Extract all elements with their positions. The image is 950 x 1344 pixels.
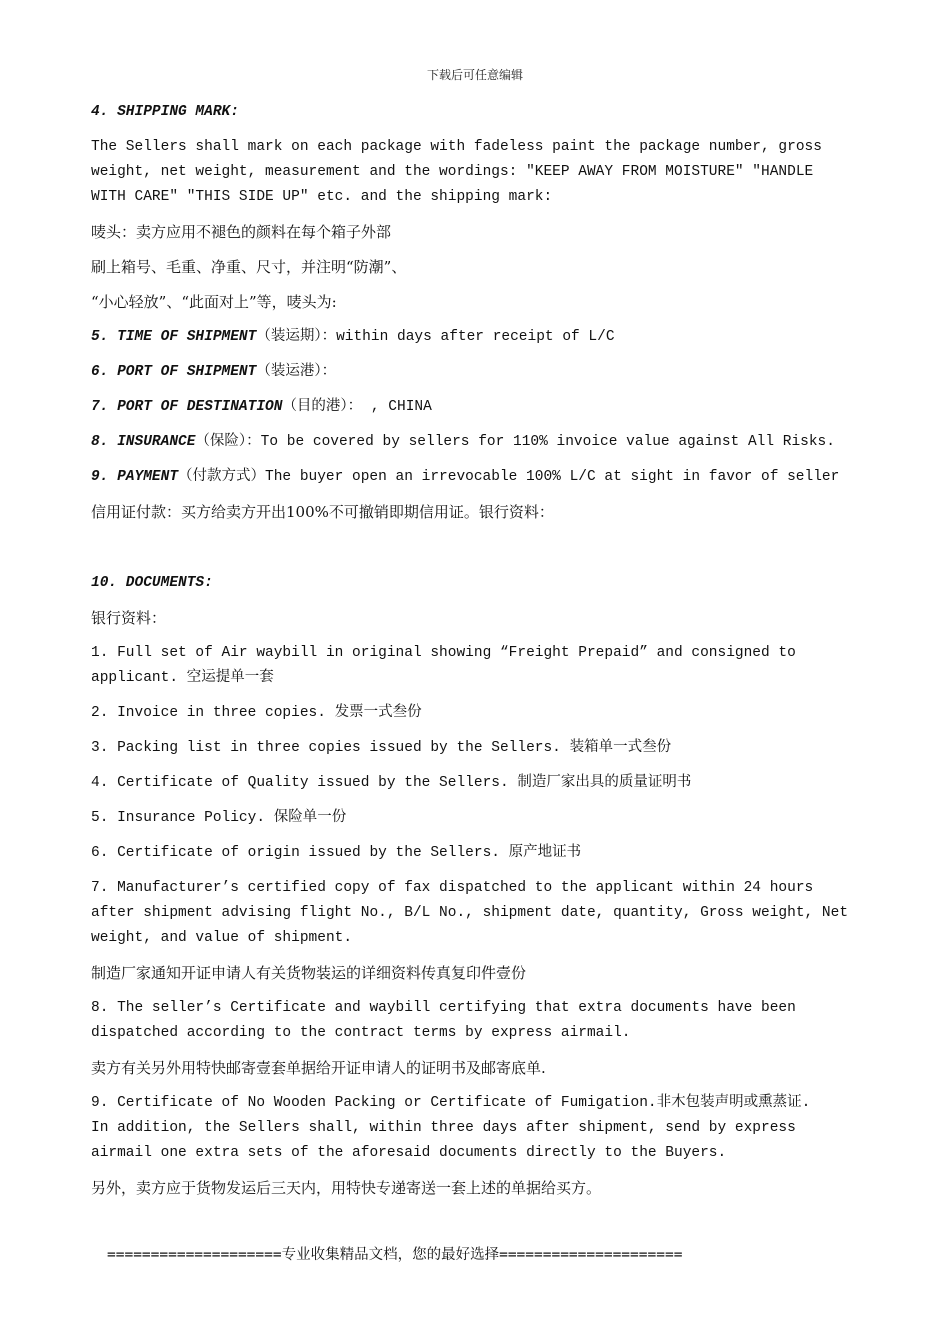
document-item-7-chinese: 制造厂家通知开证申请人有关货物装运的详细资料传真复印件壹份 [91,964,527,982]
document-item-2: 2. Invoice in three copies. 发票一式叁份 [91,705,422,721]
spacer [91,535,851,571]
section-8-text: （保险）：To be covered by sellers for 110% invoice value against All Risks. [195,434,835,450]
document-body [91,100,851,1211]
addition-chinese: 另外，卖方应于货物发运后三天内，用特快专递寄送一套上述的单据给买方。 [91,1179,602,1197]
section-4-heading: 4. SHIPPING MARK: [91,104,239,120]
section-6-heading: 6. PORT OF SHIPMENT [91,364,257,380]
section-6 [91,360,851,385]
document-item-7: 7. Manufacturer’s certified copy of fax dispatched to the applicant within 24 hours after shipment advising flight No., B/L No., shipment date, quantity, Gross weight, Net weight, and value of shipment. [91,880,849,946]
section-4-english: The Sellers shall mark on each package with fadeless paint the package number, gross weight, net weight, measurement and the wordings: "KEEP AWAY FROM MOISTURE" "HANDLE WITH CARE" "THIS SIDE UP" etc. and the shipping mark: [91,139,822,205]
page-footer: ====================专业收集精品文档，您的最好选择===================== [107,1247,683,1263]
section-10-chinese: 银行资料： [91,609,167,627]
document-item-6: 6. Certificate of origin issued by the Sellers. 原产地证书 [91,845,582,861]
document-item-4: 4. Certificate of Quality issued by the Sellers. 制造厂家出具的质量证明书 [91,775,692,791]
section-7-heading: 7. PORT OF DESTINATION [91,399,283,415]
section-9 [91,465,851,490]
section-8-heading: 8. INSURANCE [91,434,196,450]
section-4-chinese-1: 唛头：卖方应用不褪色的颜料在每个箱子外部 [91,223,392,241]
document-item-5: 5. Insurance Policy. 保险单一份 [91,810,347,826]
addition-text: In addition, the Sellers shall, within three days after shipment, send by express airmail one extra sets of the aforesaid documents directly to the Buyers. [91,1120,796,1161]
section-5-text: （装运期）：within days after receipt of L/C [256,329,615,345]
section-4-chinese-3: “小心轻放”、“此面对上”等，唛头为: [91,293,337,311]
section-5 [91,325,851,350]
section-7-text: （目的港）： , CHINA [282,399,432,415]
document-item-8-chinese: 卖方有关另外用特快邮寄壹套单据给开证申请人的证明书及邮寄底单. [91,1059,546,1077]
section-5-heading: 5. TIME OF SHIPMENT [91,329,257,345]
page-header: 下载后可任意编辑 [426,68,523,82]
document-item-3: 3. Packing list in three copies issued by the Sellers. 装箱单一式叁份 [91,740,672,756]
section-9-chinese: 信用证付款：买方给卖方开出100%不可撤销即期信用证。银行资料： [91,503,554,521]
section-7 [91,395,851,420]
document-item-1: 1. Full set of Air waybill in original showing “Freight Prepaid” and consigned to applicant. 空运提单一套 [91,645,796,686]
document-item-9: 9. Certificate of No Wooden Packing or Certificate of Fumigation.非木包装声明或熏蒸证. [91,1095,811,1111]
section-6-text: （装运港）： [256,364,337,380]
section-9-heading: 9. PAYMENT [91,469,179,485]
section-10-heading: 10. DOCUMENTS: [91,575,213,591]
document-item-8: 8. The seller’s Certificate and waybill certifying that extra documents have been dispatched according to the contract terms by express airmail. [91,1000,796,1041]
section-8 [91,430,851,455]
section-9-text: （付款方式）The buyer open an irrevocable 100% L/C at sight in favor of seller [178,469,840,485]
section-4-chinese-2: 刷上箱号、毛重、净重、尺寸，并注明“防潮”、 [91,258,407,276]
